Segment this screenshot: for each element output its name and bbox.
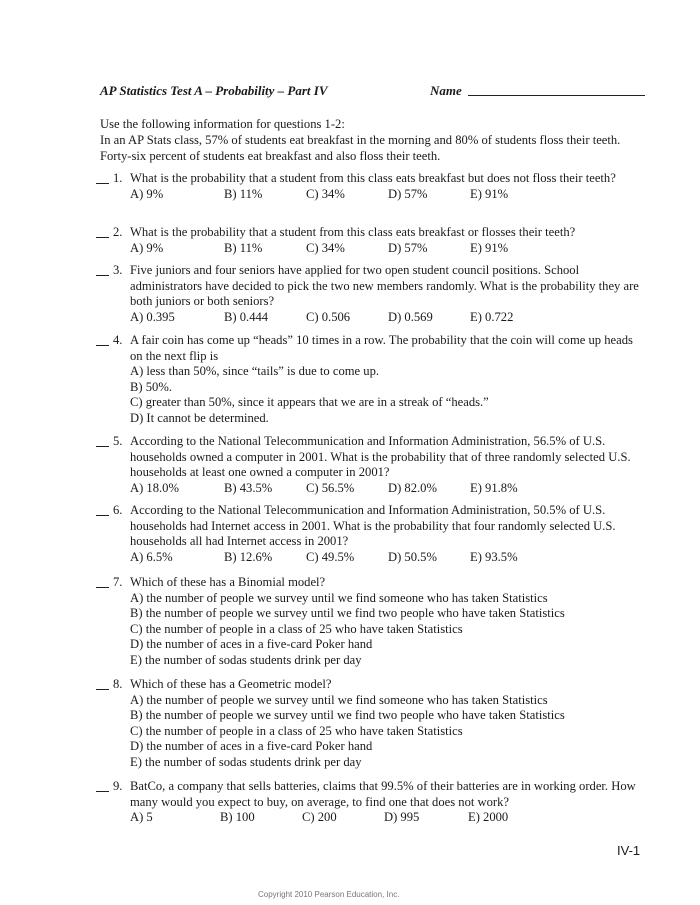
question-7 xyxy=(96,575,646,668)
choice-d: D) the number of aces in a five-card Poker hand xyxy=(130,637,373,651)
choice-c: C) 34% xyxy=(306,240,345,255)
answer-choices xyxy=(130,693,646,771)
answer-blank[interactable] xyxy=(96,791,109,792)
answer-blank[interactable] xyxy=(96,183,109,184)
choice-d: D) It cannot be determined. xyxy=(130,410,269,425)
choice-a: A) 5 xyxy=(130,810,153,824)
choice-c: C) 56.5% xyxy=(306,480,355,495)
question-stem: BatCo, a company that sells batteries, claims that 99.5% of their batteries are in working order. How many would you expect to buy, on average, to find one that does not work? xyxy=(130,779,636,809)
answer-blank[interactable] xyxy=(96,345,109,346)
choice-a: A) 18.0% xyxy=(130,480,179,495)
question-6 xyxy=(96,503,646,566)
question-stem: Five juniors and four seniors have applied for two open student council positions. School administrators have decided to pick the two new members randomly. What is the probability they are both juniors or both seniors? xyxy=(130,263,639,308)
intro-block xyxy=(100,116,645,164)
choice-a: A) the number of people we survey until we find someone who has taken Statistics xyxy=(130,692,548,707)
choice-e: E) 2000 xyxy=(468,810,509,824)
choice-c: C) greater than 50%, since it appears that we are in a streak of “heads.” xyxy=(130,395,489,409)
choice-e: E) 91.8% xyxy=(470,480,518,495)
choice-a: A) 9% xyxy=(130,240,164,255)
choice-a: A) less than 50%, since “tails” is due to come up. xyxy=(130,364,380,378)
choice-b: B) 12.6% xyxy=(224,549,273,564)
choice-d: D) the number of aces in a five-card Poker hand xyxy=(130,739,373,753)
question-4 xyxy=(96,333,646,426)
worksheet-header xyxy=(100,83,645,101)
intro-line: Use the following information for questions 1-2: xyxy=(100,117,345,131)
choice-b: B) 100 xyxy=(220,810,255,824)
choice-a: A) 6.5% xyxy=(130,549,173,564)
copyright-footer: Copyright 2010 Pearson Education, Inc. xyxy=(258,890,400,899)
answer-choices xyxy=(130,481,646,497)
answer-choices xyxy=(130,810,646,826)
choice-e: E) the number of sodas students drink per day xyxy=(130,754,362,769)
choice-c: C) 49.5% xyxy=(306,549,355,564)
choice-d: D) 57% xyxy=(388,186,428,201)
name-label: Name xyxy=(430,83,462,98)
question-number: 8. xyxy=(113,677,123,691)
answer-blank[interactable] xyxy=(96,237,109,238)
choice-d: D) 57% xyxy=(388,240,428,255)
question-stem: A fair coin has come up “heads” 10 times in a row. The probability that the coin will come up heads on the next flip is xyxy=(130,333,633,363)
question-stem: According to the National Telecommunication and Information Administration, 56.5% of U.S. households owned a computer in 2001. What is the probability that of three randomly selected U.S. households at least one owned a computer in 2001? xyxy=(130,434,631,479)
choice-d: D) 50.5% xyxy=(388,549,437,564)
question-5 xyxy=(96,434,646,497)
answer-choices xyxy=(130,550,646,566)
answer-blank[interactable] xyxy=(96,446,109,447)
choice-b: B) 11% xyxy=(224,240,263,255)
choice-b: B) 50%. xyxy=(130,379,172,394)
question-number: 5. xyxy=(113,434,123,448)
choice-c: C) 34% xyxy=(306,186,345,201)
answer-choices xyxy=(130,241,646,257)
choice-b: B) 43.5% xyxy=(224,480,273,495)
choice-c: C) 200 xyxy=(302,810,337,824)
choice-d: D) 82.0% xyxy=(388,480,437,495)
choice-e: E) 0.722 xyxy=(470,309,514,324)
choice-c: C) 0.506 xyxy=(306,309,351,324)
question-2 xyxy=(96,225,646,257)
answer-choices xyxy=(130,591,646,669)
answer-blank[interactable] xyxy=(96,689,109,690)
question-8 xyxy=(96,677,646,770)
choice-a: A) 9% xyxy=(130,186,164,201)
answer-blank[interactable] xyxy=(96,515,109,516)
name-blank-line[interactable] xyxy=(468,95,645,96)
question-1 xyxy=(96,171,646,203)
worksheet-title: AP Statistics Test A – Probability – Part IV xyxy=(100,83,328,98)
question-number: 7. xyxy=(113,575,123,589)
question-stem: What is the probability that a student from this class eats breakfast or flosses their teeth? xyxy=(130,225,576,239)
question-number: 3. xyxy=(113,263,123,277)
answer-choices xyxy=(130,187,646,203)
choice-e: E) 91% xyxy=(470,240,509,255)
choice-a: A) the number of people we survey until we find someone who has taken Statistics xyxy=(130,590,548,605)
question-stem: According to the National Telecommunication and Information Administration, 50.5% of U.S. households had Internet access in 2001. What is the probability that four randomly selected U.S. households all had Internet access in 2001? xyxy=(130,503,616,548)
choice-d: D) 0.569 xyxy=(388,309,433,324)
choice-b: B) 0.444 xyxy=(224,309,269,324)
page-number: IV-1 xyxy=(617,843,641,858)
answer-choices xyxy=(130,364,646,426)
question-number: 9. xyxy=(113,779,123,793)
choice-c: C) the number of people in a class of 25 who have taken Statistics xyxy=(130,723,463,738)
question-number: 6. xyxy=(113,503,123,517)
question-stem: What is the probability that a student from this class eats breakfast but does not floss their teeth? xyxy=(130,171,616,185)
choice-e: E) 93.5% xyxy=(470,549,518,564)
question-number: 1. xyxy=(113,171,123,185)
choice-d: D) 995 xyxy=(384,810,420,824)
question-9 xyxy=(96,779,646,826)
answer-blank[interactable] xyxy=(96,587,109,588)
choice-b: B) 11% xyxy=(224,186,263,201)
question-3 xyxy=(96,263,646,326)
question-stem: Which of these has a Binomial model? xyxy=(130,575,326,589)
choice-e: E) 91% xyxy=(470,186,509,201)
answer-choices xyxy=(130,310,646,326)
choice-b: B) the number of people we survey until we find two people who have taken Statistics xyxy=(130,708,565,722)
question-stem: Which of these has a Geometric model? xyxy=(130,677,332,691)
question-number: 2. xyxy=(113,225,123,239)
question-number: 4. xyxy=(113,333,123,347)
choice-b: B) the number of people we survey until we find two people who have taken Statistics xyxy=(130,606,565,620)
choice-c: C) the number of people in a class of 25 who have taken Statistics xyxy=(130,621,463,636)
choice-a: A) 0.395 xyxy=(130,309,175,324)
intro-text: In an AP Stats class, 57% of students eat breakfast in the morning and 80% of students floss their teeth. Forty-six percent of students eat breakfast and also floss their teeth. xyxy=(100,133,621,163)
choice-e: E) the number of sodas students drink per day xyxy=(130,652,362,667)
answer-blank[interactable] xyxy=(96,275,109,276)
